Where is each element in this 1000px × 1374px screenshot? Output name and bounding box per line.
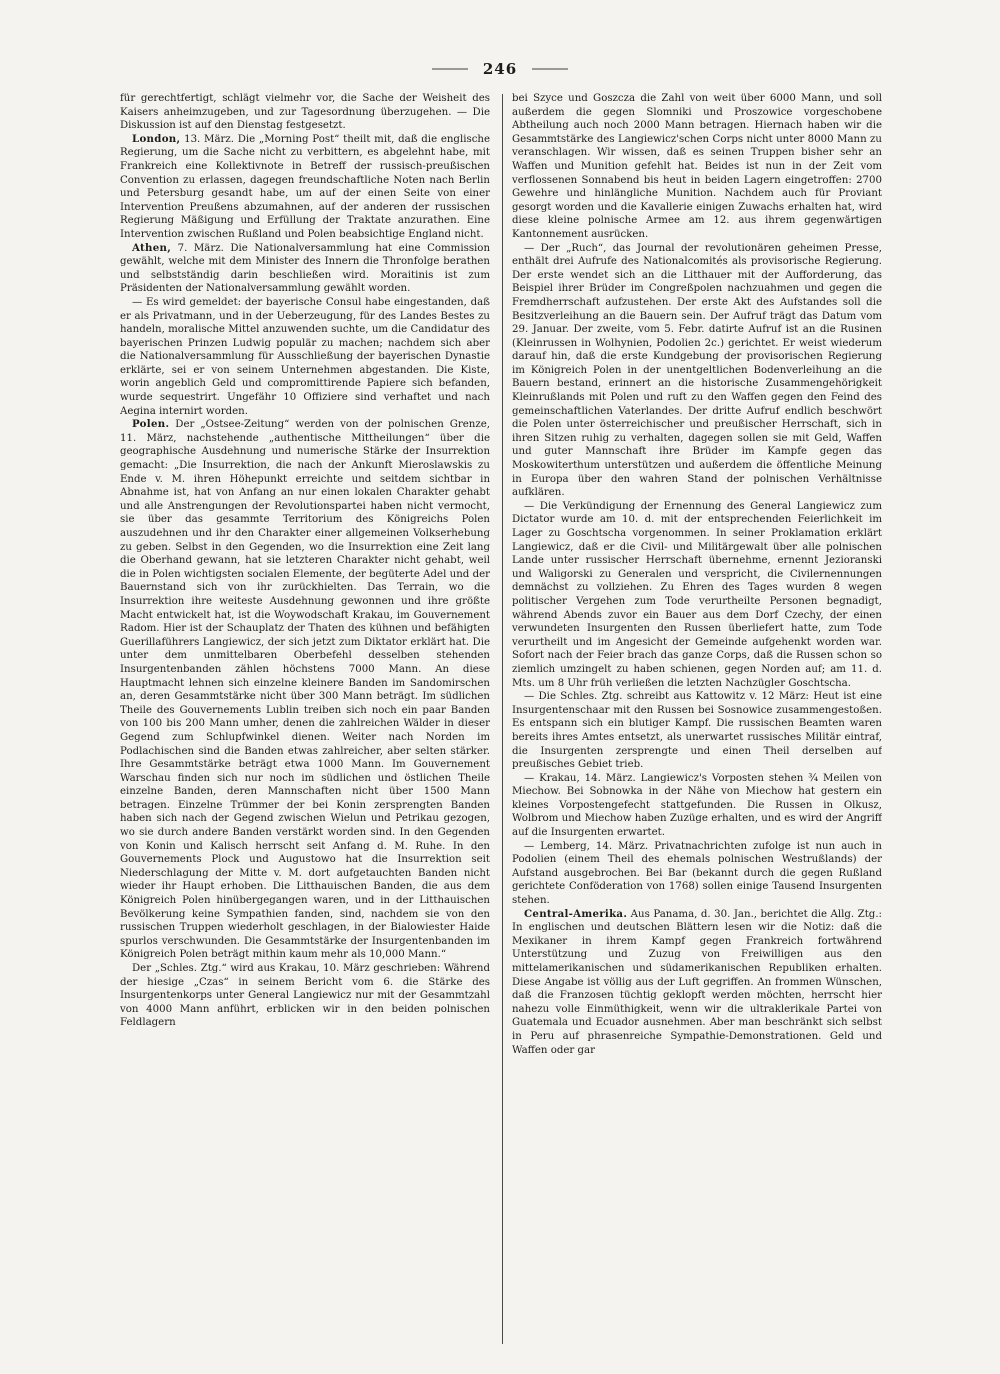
paragraph-text: — Lemberg, 14. März. Privatnachrichten zufolge ist nun auch in Podolien (einem Theil des ehemals polnischen Westrußlands) der Aufstand ausgebrochen. Bei Bar (bekannt durch die gegen Rußland gerichtete Conföderation von 1768) sollen einige Tausend Insurgenten stehen. — [512, 840, 882, 907]
article-paragraph — [120, 242, 490, 296]
paragraph-text: — Die Schles. Ztg. schreibt aus Kattowitz v. 12 März: Heut ist eine Insurgentenschaar mit den Russen bei Sosnowice zusammengestoßen. Es entspann sich ein blutiger Kampf. Die russischen Beamten waren bereits ihres Amtes entsetzt, als unerwartet russisches Militär eintraf, die Insurgenten zersprengte und einen Theil derselben auf preußisches Gebiet trieb. — [512, 691, 882, 771]
right-column — [512, 92, 882, 1344]
article-paragraph — [120, 133, 490, 242]
paragraph-text: — Es wird gemeldet: der bayerische Consul habe eingestanden, daß er als Privatmann, und in der Ueberzeugung, für des Landes Bestes zu handeln, moralische Mittel anzuwenden suchte, um die Candidatur des bayerischen Prinzen Ludwig populär zu machen; nachdem sich aber die Nationalversammlung für Ausschließung der bayerischen Dynastie erklärte, sei er von seinem Unternehmen abgestanden. Die Kiste, worin angeblich Geld und compromittirende Papiere sich befanden, wurde sequestrirt. Ungefähr 10 Offiziere sind verhaftet und nach Aegina internirt worden. — [120, 296, 490, 417]
dateline: London, — [132, 132, 181, 145]
article-paragraph — [512, 908, 882, 1058]
paragraph-text: — Die Verkündigung der Ernennung des General Langiewicz zum Dictator wurde am 10. d. mit der entsprechenden Feierlichkeit im Lager zu Goschtscha vorgenommen. In seiner Proklamation erklärt Langiewicz, daß er die Civil- und Militärgewalt über alle polnischen Lande unter russischer Herrschaft übernehme, ernennt Jezioranski und Waligorski zu Generalen und verspricht, die Civilernennungen demnächst zu vollziehen. Zu Ehren des Tages wurden 8 wegen politischer Vergehen zum Tode verurtheilte Personen begnadigt, während Abends zuvor ein Bauer aus dem Dorf Czechy, der einen verwundeten Insurgenten den Russen überliefert hatte, zum Tode verurtheilt und im Angesicht der Gemeinde aufgehenkt worden war. Sofort nach der Feier brach das ganze Corps, daß die Russen schon so ziemlich umzingelt zu haben schienen, gegen Norden auf; am 11. d. Mts. um 8 Uhr früh verließen die letzten Nachzügler Goschtscha. — [512, 500, 882, 689]
paragraph-text: bei Szyce und Goszcza die Zahl von weit über 6000 Mann, und soll außerdem die gegen Slomniki und Proszowice vorgeschobene Abtheilung auch noch 2000 Mann betragen. Hiernach haben wir die Gesammtstärke des Langiewicz'schen Corps nicht unter 8000 Mann zu veranschlagen. Wir wissen, daß es seinen Truppen bisher sehr an Waffen und Munition gefehlt hat. Beides ist nun in der Zeit vom verflossenen Sonnabend bis heut in beiden Lagern eingetroffen: 2700 Gewehre und hinlängliche Munition. Nachdem auch für Proviant gesorgt worden und die Kavallerie einigen Zuwachs erhalten hat, wird diese kleine polnische Armee am 12. aus ihrem gegenwärtigen Kantonnement ausrücken. — [512, 93, 882, 240]
article-paragraph — [120, 296, 490, 418]
article-paragraph — [512, 500, 882, 690]
paragraph-text: Der „Ostsee-Zeitung“ werden von der polnischen Grenze, 11. März, nachstehende „authentische Mittheilungen“ über die geographische Ausdehnung und numerische Stärke der Insurrektion gemacht: „Die Insurrektion, die nach der Ankunft Mieroslawskis zu Ende v. M. ihren Höhepunkt erreichte und seitdem sichtbar in Abnahme ist, hat von Anfang an nur einen lokalen Charakter gehabt und alle Anstrengungen der Revolutionspartei haben nicht vermocht, sie über das gesammte Territorium des Königreichs Polen auszudehnen und ihr den Charakter einer allgemeinen Volkserhebung zu geben. Selbst in den Gegenden, wo die Insurrektion eine Zeit lang die Oberhand gewann, hat sie letzteren Charakter nicht gehabt, weil die in Polen wichtigsten socialen Elemente, der begüterte Adel und der Bauernstand sich von ihr zurückhielten. Das Terrain, wo die Insurrektion ihre weiteste Ausdehnung gewonnen und ihre größte Macht entwickelt hat, ist die Woywodschaft Krakau, im Gouvernement Radom. Hier ist der Schauplatz der Thaten des kühnen und befähigten Guerillaführers Langiewicz, der sich jetzt zum Diktator erklärt hat. Die unter dem unmittelbaren Oberbefehl desselben stehenden Insurgentenbanden zählen höchstens 7000 Mann. An diese Hauptmacht lehnen sich einzelne kleinere Banden im Sandomirschen an, deren Gesammtstärke nicht über 300 Mann beträgt. Im südlichen Theile des Gouvernements Lublin treiben sich noch ein paar Banden von 100 bis 200 Mann umher, denen die zahlreichen Wälder in dieser Gegend zum Schlupfwinkel dienen. Weiter nach Norden im Podlachischen sind die Banden etwas zahlreicher, aber selten stärker. Ihre Gesammtstärke beträgt etwa 1000 Mann. Im Gouvernement Warschau finden sich nur noch im südlichen und östlichen Theile einzelne Banden, deren Mannschaften nicht über 1500 Mann betragen. Einzelne Trümmer der bei Konin zersprengten Banden haben sich nach der Gegend zwischen Wielun und Petrikau gezogen, wo sie durch andere Banden verstärkt worden sind. In den Gegenden von Konin und Kalisch herrscht seit Anfang d. M. Ruhe. In den Gouvernements Plock und Augustowo hat die Insurrektion seit Niederschlagung der Mitte v. M. dort aufgetauchten Banden nicht wieder ihr Haupt erhoben. Die Litthauischen Banden, die aus dem Königreich Polen hinübergegangen waren, und in der Litthauischen Bevölkerung keine Sympathien fanden, sind, nachdem sie von den russischen Truppen wiederholt geschlagen, in der Bialowiester Haide spurlos verschwunden. Die Gesammtstärke der Insurgentenbanden im Königreich Polen beträgt mithin kaum mehr als 10,000 Mann.“ — [120, 419, 490, 961]
paragraph-text: Der „Schles. Ztg.“ wird aus Krakau, 10. März geschrieben: Während der hiesige „Czas“ in seinem Bericht vom 6. die Stärke des Insurgentenkorps unter General Langiewicz nur mit der Gesammtzahl von 4000 Mann anführt, erblicken wir in den beiden polnischen Feldlagern — [120, 963, 490, 1029]
article-paragraph — [120, 962, 490, 1030]
dateline: Central-Amerika. — [524, 907, 628, 920]
paragraph-text: für gerechtfertigt, schlägt vielmehr vor, die Sache der Weisheit des Kaisers anheimzugeben, und zur Tagesordnung überzugehen. — Die Diskussion ist auf den Dienstag festgesetzt. — [120, 93, 490, 132]
paragraph-text: — Krakau, 14. März. Langiewicz's Vorposten stehen ¾ Meilen von Miechow. Bei Sobnowka in der Nähe von Miechow hat gestern ein kleines Vorpostengefecht stattgefunden. Die Russen in Olkusz, Wolbrom und Miechow haben Zuzüge erhalten, und es wird der Angriff auf die Insurgenten erwartet. — [512, 772, 882, 839]
article-paragraph — [512, 690, 882, 772]
article-paragraph — [512, 242, 882, 500]
header-rule-right — [532, 68, 568, 70]
paragraph-text: Aus Panama, d. 30. Jan., berichtet die Allg. Ztg.: In englischen und deutschen Blättern lesen wir die Notiz: daß die Mexikaner in ihrem Kampf gegen Frankreich fortwährend Unterstützung und Zuzug von Freiwilligen aus den mittelamerikanischen und südamerikanischen Republiken erhalten. Diese Angabe ist völlig aus der Luft gegriffen. An frommen Wünschen, daß die Franzosen tüchtig geklopft werden möchten, herrscht hier nahezu volle Einmüthigkeit, wenn wir die ultraklerikale Partei von Guatemala und Ecuador ausnehmen. Aber man beschränkt sich selbst in Peru auf phrasenreiche Sympathie-Demonstrationen. Geld und Waffen oder gar — [512, 908, 882, 1056]
page-number: 246 — [482, 60, 518, 78]
paragraph-text: 7. März. Die Nationalversammlung hat eine Commission gewählt, welche mit dem Minister des Innern die Thronfolge berathen und selbstständig darin beschließen wird. Moraitinis ist zum Präsidenten der Nationalversammlung gewählt worden. — [120, 242, 490, 295]
article-paragraph — [120, 418, 490, 962]
dateline: Athen, — [132, 241, 172, 254]
paragraph-text: 13. März. Die „Morning Post“ theilt mit, daß die englische Regierung, um die Sache nicht zu verbittern, es abgelehnt habe, mit Frankreich eine Kollektivnote in Betreff der russisch-preußischen Convention zu erlassen, dagegen freundschaftliche Noten nach Berlin und Petersburg gesandt habe, um auf der einen Seite von einer Intervention Preußens abzumahnen, auf der anderen der russischen Regierung Mäßigung und Erfüllung der Traktate anzurathen. Eine Intervention zwischen Rußland und Polen beabsichtige England nicht. — [120, 133, 490, 240]
paragraph-text: — Der „Ruch“, das Journal der revolutionären geheimen Presse, enthält drei Aufrufe des Nationalcomités als provisorische Regierung. Der erste wendet sich an die Litthauer mit der Aufforderung, das Beispiel ihrer Brüder im Congreßpolen nachzuahmen und gegen die Fremdherrschaft aufzustehen. Der erste Akt des Aufstandes soll die Besitzverleihung an die Bauern sein. Der Aufruf trägt das Datum vom 29. Januar. Der zweite, vom 5. Febr. datirte Aufruf ist an die Rusinen (Kleinrussen in Wolhynien, Podolien 2c.) gerichtet. Er weist wiederum darauf hin, daß die erste Kundgebung der provisorischen Regierung im Königreich Polen in der unentgeltlichen Bodenverleihung an die Bauern bestand, erinnert an die historische Zusammengehörigkeit Kleinrußlands mit Polen und ruft zu den Waffen gegen den Feind des gemeinschaftlichen Vaterlandes. Der dritte Aufruf endlich beschwört die Polen unter österreichischer und preußischer Herrschaft, sich in ihren Sitzen ruhig zu verhalten, dagegen sollen sie mit Geld, Waffen und guter Mannschaft ihre Brüder im Kampfe gegen das Moskowiterthum unterstützen und außerdem die öffentliche Meinung in Europa über den wahren Stand der polnischen Verhältnisse aufklären. — [512, 242, 882, 499]
column-divider — [502, 94, 503, 1344]
article-paragraph — [512, 840, 882, 908]
left-column — [120, 92, 490, 1344]
article-paragraph — [512, 772, 882, 840]
dateline: Polen. — [132, 418, 170, 431]
article-paragraph — [120, 92, 490, 133]
article-paragraph — [512, 92, 882, 242]
